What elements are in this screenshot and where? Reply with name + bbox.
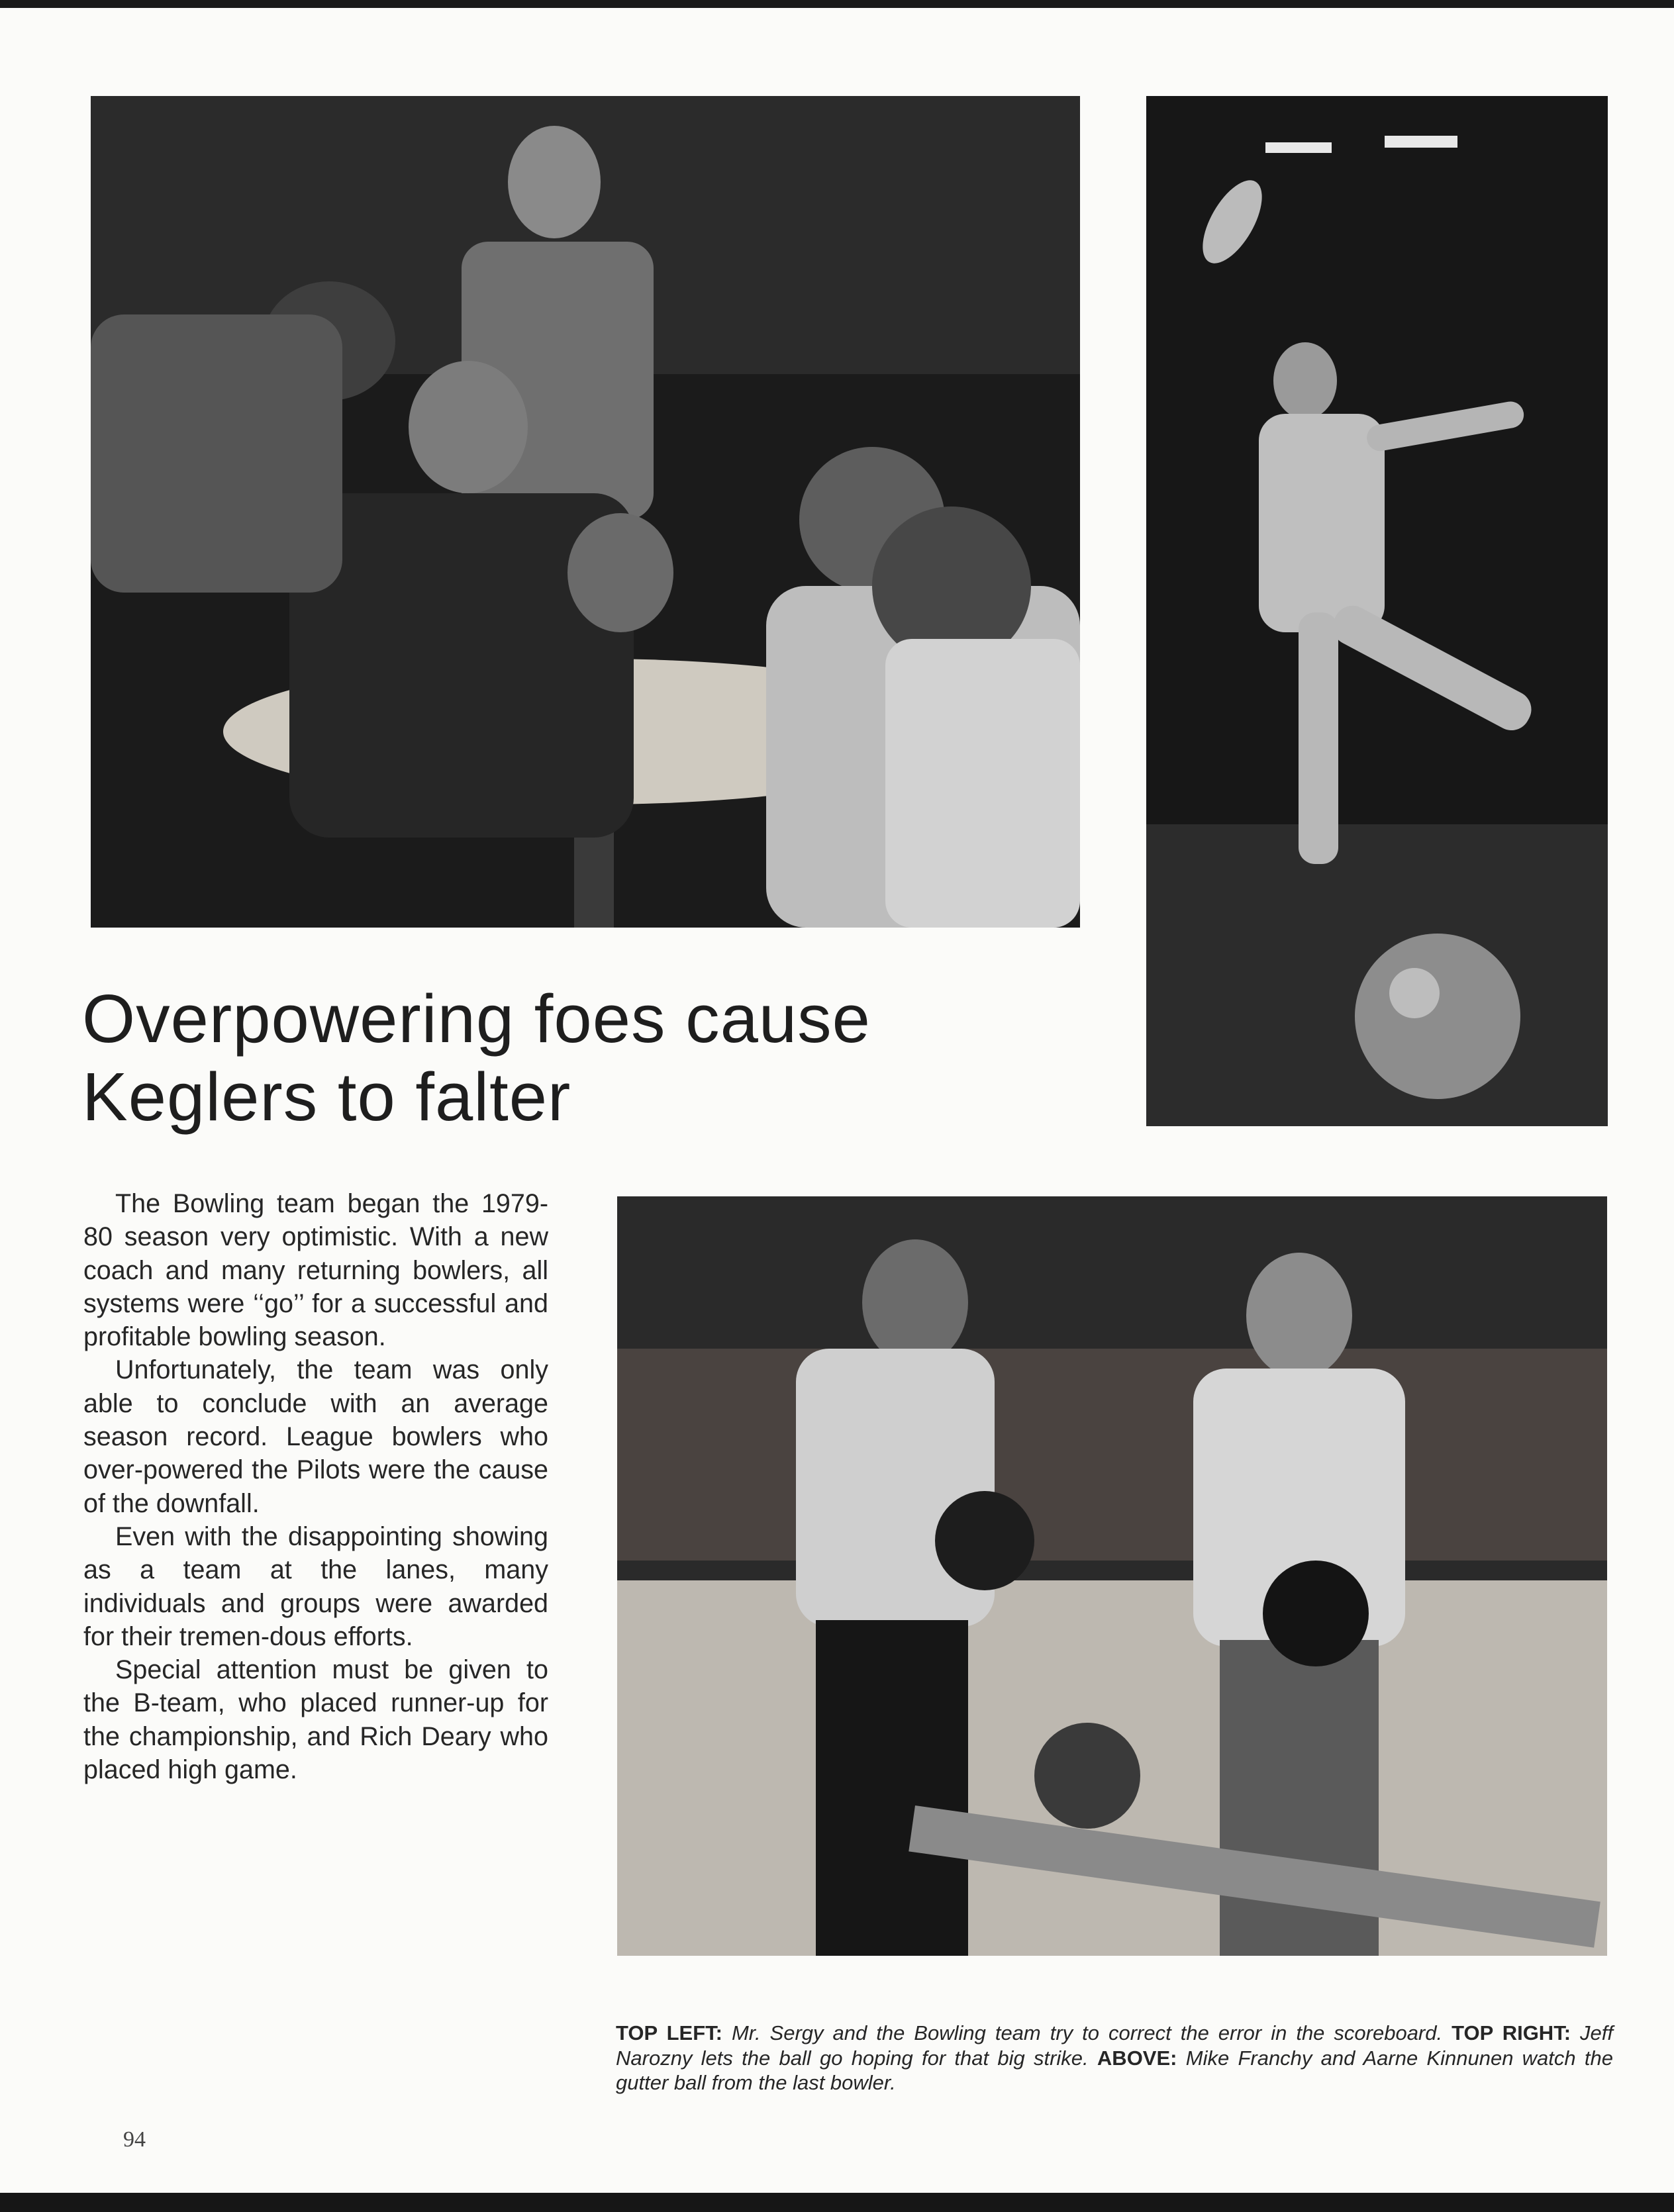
article-body [83, 1187, 548, 1786]
article-headline [82, 980, 1075, 1136]
caption-label-top-left: TOP LEFT: [616, 2021, 722, 2044]
page-number: 94 [123, 2127, 146, 2152]
scan-edge-bottom [0, 2193, 1674, 2212]
body-paragraph: The Bowling team began the 1979-80 season very optimistic. With a new coach and many returning bowlers, all systems were ‘‘go’’ for a successful and profitable bowling season. [83, 1189, 548, 1352]
caption-label-above: ABOVE: [1097, 2046, 1177, 2070]
photo-team-at-table [91, 96, 1080, 928]
photo-bowler-release [1146, 96, 1608, 1126]
headline-line-1: Overpowering foes cause [82, 981, 871, 1057]
photo-captions [616, 2021, 1613, 2095]
caption-text-top-right: Jeff Narozny lets the ball go hoping for that big strike. [616, 2021, 1613, 2070]
body-paragraph: Unfortunately, the team was only able to conclude with an average season record. League bowlers who over-powered the Pilots were the cause of the downfall. [83, 1355, 548, 1518]
caption-text-above: Mike Franchy and Aarne Kinnunen watch the gutter ball from the last bowler. [616, 2046, 1613, 2094]
photo-two-bowlers [617, 1196, 1607, 1956]
body-paragraph: Even with the disappointing showing as a team at the lanes, many individuals and groups were awarded for their tremen-dous efforts. [83, 1521, 548, 1651]
caption-label-top-right: TOP RIGHT: [1452, 2021, 1571, 2044]
headline-line-2: Keglers to falter [82, 1059, 571, 1135]
scan-edge-top [0, 0, 1674, 8]
caption-text-top-left: Mr. Sergy and the Bowling team try to correct the error in the scoreboard. [731, 2021, 1443, 2044]
body-paragraph: Special attention must be given to the B-team, who placed runner-up for the championship, and Rich Deary who placed high game. [83, 1655, 548, 1785]
